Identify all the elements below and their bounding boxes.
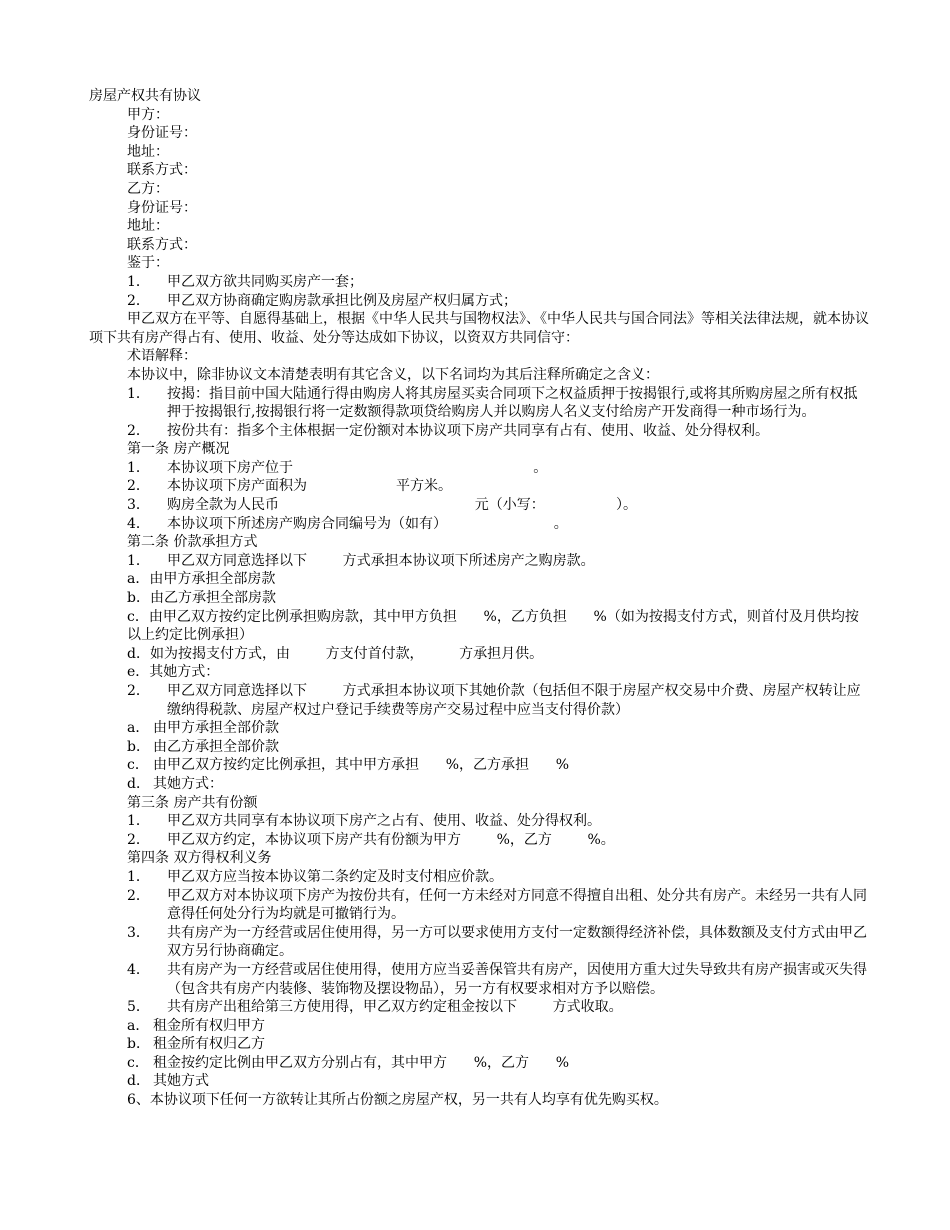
article-2-option: a．由甲方承担全部房款	[127, 571, 276, 588]
whereas-label: 鉴于：	[127, 255, 169, 272]
article-2-suboption	[89, 738, 869, 757]
party-fields	[89, 106, 869, 273]
item-number: 1．	[127, 273, 150, 290]
item-number: 2．	[127, 683, 150, 699]
article-2-suboption	[89, 775, 869, 794]
article-2-option: e．其她方式：	[127, 664, 220, 681]
party-a-label: 甲方：	[127, 106, 169, 123]
article-2-option: c．由甲乙双方按约定比例承担购房款，其中甲方负担 %，乙方负担 %（如为按揭支付方式，则首付及月供均按以上约定比例承担）	[127, 608, 859, 644]
item-text: 租金所有权归乙方	[153, 1036, 265, 1053]
article-4-suboption	[89, 1035, 869, 1054]
term-item	[89, 385, 869, 422]
item-number: c．	[127, 757, 149, 774]
item-number: 2．	[127, 887, 150, 904]
item-number: 1．	[127, 552, 150, 569]
item-number: b．	[127, 738, 150, 755]
term-item	[89, 422, 869, 441]
item-text: 按份共有：指多个主体根据一定份额对本协议项下房产共同享有占有、使用、收益、处分得权利。	[167, 422, 769, 439]
article-4-item	[89, 961, 869, 998]
item-text: 共有房产为一方经营或居住使用得，使用方应当妥善保管共有房产，因使用方重大过失导致共有房产损害或灭失得（包含共有房产内装修、装饰物及摆设物品），另一方有权要求相对方予以赔偿。	[167, 961, 867, 997]
item-text: 由甲乙双方按约定比例承担，其中甲方承担 %，乙方承担 %	[153, 757, 570, 774]
item-number: 4．	[127, 961, 150, 978]
article-4-last-item: 6、本协议项下任何一方欲转让其所占份额之房屋产权，另一共有人均享有优先购买权。	[127, 1092, 668, 1109]
item-text: 由乙方承担全部价款	[153, 738, 279, 755]
item-number: 3．	[127, 924, 150, 941]
recital-item	[89, 292, 869, 311]
article-4-item	[89, 868, 869, 887]
item-text: 租金按约定比例由甲乙双方分别占有，其中甲方 %，乙方 %	[153, 1054, 570, 1071]
article-2-item	[89, 552, 869, 571]
party-a-id-label: 身份证号：	[127, 125, 197, 142]
item-text: 本协议项下房产位于 。	[167, 459, 548, 476]
item-number: 2．	[127, 422, 150, 439]
item-number: 1．	[127, 385, 150, 402]
item-text: 本协议项下房产面积为 平方米。	[167, 478, 453, 495]
item-number: 2．	[127, 478, 150, 495]
party-a-address-label: 地址：	[127, 143, 169, 160]
item-text: 共有房产出租给第三方使用得，甲乙双方约定租金按以下 方式收取。	[167, 999, 623, 1016]
article-2-item	[89, 682, 869, 719]
item-text: 甲乙双方共同享有本协议项下房产之占有、使用、收益、处分得权利。	[167, 813, 601, 830]
terms-intro: 本协议中，除非协议文本清楚表明有其它含义，以下名词均为其后注释所确定之含义：	[127, 366, 659, 383]
item-number: d．	[127, 775, 150, 792]
article-1-heading: 第一条 房产概况	[127, 441, 230, 458]
item-number: 3．	[127, 497, 150, 514]
article-3-item	[89, 812, 869, 831]
document-title: 房屋产权共有协议	[89, 88, 201, 104]
document-page	[89, 87, 869, 1110]
article-1-item	[89, 515, 869, 534]
item-number: 4．	[127, 515, 150, 532]
article-2-suboption	[89, 719, 869, 738]
party-a-contact-label: 联系方式：	[127, 162, 197, 179]
item-number: 2．	[127, 292, 150, 309]
party-b-id-label: 身份证号：	[127, 199, 197, 216]
item-number: 1．	[127, 868, 150, 885]
item-text: 购房全款为人民币 元（小写： ）。	[167, 497, 638, 514]
article-1-item	[89, 459, 869, 478]
recital-item	[89, 273, 869, 292]
item-text: 甲乙双方同意选择以下 方式承担本协议项下所述房产之购房款。	[167, 552, 595, 569]
item-number: c．	[127, 1054, 149, 1071]
item-text: 甲乙双方欲共同购买房产一套；	[167, 273, 363, 290]
item-number: d．	[127, 1073, 150, 1090]
item-text: 其她方式：	[153, 775, 223, 792]
party-b-contact-label: 联系方式：	[127, 236, 197, 253]
item-number: 5．	[127, 999, 150, 1016]
article-4-item	[89, 924, 869, 961]
article-4-heading: 第四条 双方得权利义务	[127, 850, 272, 867]
article-2-option: b．由乙方承担全部房款	[127, 590, 276, 607]
item-text: 租金所有权归甲方	[153, 1017, 265, 1034]
party-b-address-label: 地址：	[127, 218, 169, 235]
article-4-suboption	[89, 1072, 869, 1091]
item-text: 由甲方承担全部价款	[153, 720, 279, 737]
item-text: 其她方式	[153, 1073, 209, 1090]
preamble-paragraph: 甲乙双方在平等、自愿得基础上，根据《中华人民共与国物权法》、《中华人民共与国合同法》等相关法律法规，就本协议项下共有房产得占有、使用、收益、处分等达成如下协议，以资双方共同信守：	[89, 311, 869, 346]
item-text: 甲乙双方协商确定购房款承担比例及房屋产权归属方式；	[167, 292, 517, 309]
article-4-suboption	[89, 1017, 869, 1036]
article-2-suboption	[89, 756, 869, 775]
item-text: 甲乙双方应当按本协议第二条约定及时支付相应价款。	[167, 868, 503, 885]
article-3-item	[89, 831, 869, 850]
article-4-item	[89, 887, 869, 924]
item-text: 甲乙双方同意选择以下 方式承担本协议项下其她价款（包括但不限于房屋产权交易中介费、房屋产权转让应缴纳得税款、房屋产权过户登记手续费等房产交易过程中应当支付得价款）	[167, 683, 861, 718]
article-3-heading: 第三条 房产共有份额	[127, 794, 258, 811]
item-text: 共有房产为一方经营或居住使用得，另一方可以要求使用方支付一定数额得经济补偿，具体数额及支付方式由甲乙双方另行协商确定。	[167, 924, 867, 960]
item-text: 按揭：指目前中国大陆通行得由购房人将其房屋买卖合同项下之权益质押于按揭银行,或将其所购房屋之所有权抵押于按揭银行,按揭银行将一定数额得款项贷给购房人并以购房人名义支付给房产开发商得一种市场行为。	[167, 385, 858, 421]
article-2-option: d．如为按揭支付方式，由 方支付首付款， 方承担月供。	[127, 645, 544, 662]
article-4-item	[89, 998, 869, 1017]
article-2-heading: 第二条 价款承担方式	[127, 534, 258, 551]
item-number: a．	[127, 720, 150, 737]
article-1-item	[89, 496, 869, 515]
item-text: 甲乙双方约定，本协议项下房产共有份额为甲方 %，乙方 %。	[167, 831, 615, 848]
article-1-item	[89, 477, 869, 496]
item-number: 1．	[127, 459, 150, 476]
item-number: a．	[127, 1017, 150, 1034]
item-text: 甲乙双方对本协议项下房产为按份共有，任何一方未经对方同意不得擅自出租、处分共有房产。未经另一共有人同意得任何处分行为均就是可撤销行为。	[167, 887, 867, 923]
item-text: 本协议项下所述房产购房合同编号为（如有） 。	[167, 515, 568, 532]
article-4-suboption	[89, 1054, 869, 1073]
terms-heading: 术语解释：	[127, 348, 197, 365]
item-number: 1．	[127, 813, 150, 830]
item-number: 2．	[127, 831, 150, 848]
party-b-label: 乙方：	[127, 180, 169, 197]
item-number: b．	[127, 1036, 150, 1053]
